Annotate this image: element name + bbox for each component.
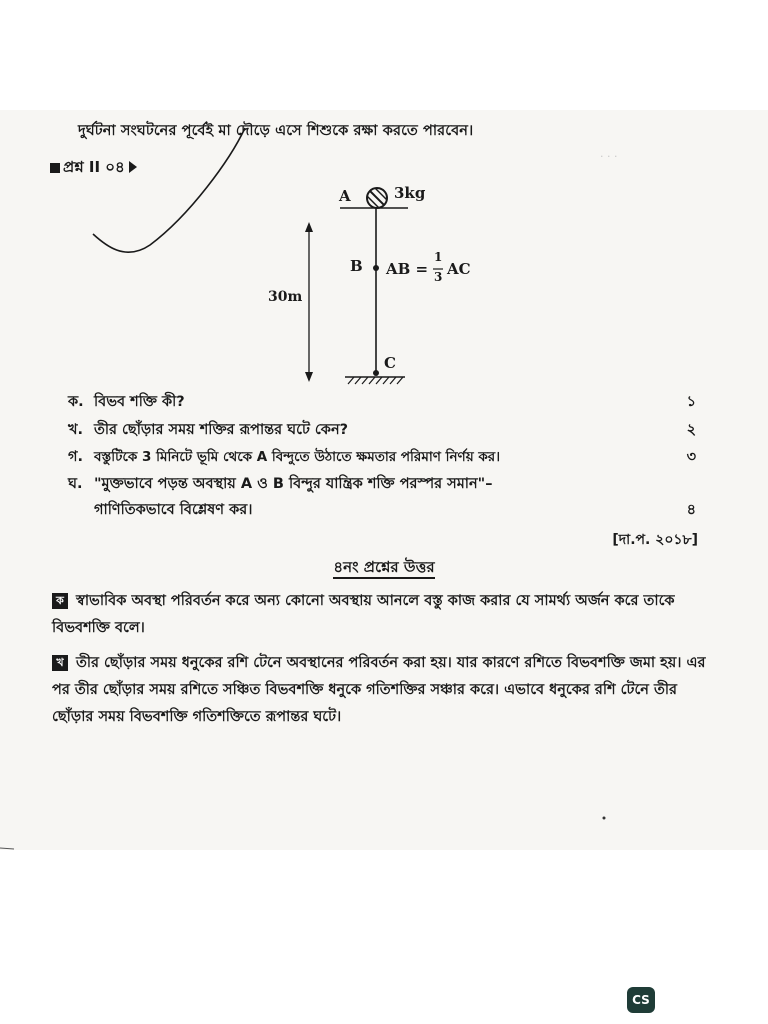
source-citation: [দা.প. ২০১৮] — [612, 532, 698, 548]
question-label: ঘ. — [68, 476, 83, 492]
question-mark: ৪ — [686, 502, 696, 518]
question-label: খ. — [68, 422, 84, 438]
question-text-cont: গাণিতিকভাবে বিশ্লেষণ কর। — [94, 502, 253, 518]
answer-badge: ক — [52, 593, 68, 609]
point-b-dot — [373, 265, 379, 271]
answer-text: স্বাভাবিক অবস্থা পরিবর্তন করে অন্য কোনো অবস্থায় আনলে বস্তু কাজ করার যে সামর্থ্য অর্জন করে তাকে বিভবশক্তি বলে। — [52, 593, 675, 636]
label-point-c: C — [384, 354, 396, 372]
answer-title: ৪নং প্রশ্নের উত্তর — [0, 556, 768, 581]
question-mark: ২ — [686, 422, 696, 438]
answer-kha — [52, 650, 708, 731]
label-mass: 3kg — [394, 184, 426, 202]
label-point-b: B — [350, 257, 363, 275]
question-ga — [68, 446, 696, 470]
point-c-dot — [373, 370, 379, 376]
label-relation-suffix: AC — [447, 260, 471, 278]
label-relation-prefix: AB = — [386, 260, 429, 278]
question-mark: ১ — [686, 394, 696, 410]
question-text: বস্তুটিকে 3 মিনিটে ভূমি থেকে A বিন্দুতে উঠাতে ক্ষমতার পরিমাণ নির্ণয় কর। — [94, 449, 501, 465]
question-gha-cont — [68, 499, 696, 523]
question-mark: ৩ — [686, 449, 696, 465]
answer-ka — [52, 588, 708, 642]
question-text: তীর ছোঁড়ার সময় শক্তির রূপান্তর ঘটে কেন? — [94, 422, 349, 438]
question-text: বিভব শক্তি কী? — [94, 394, 185, 410]
question-gha — [68, 473, 696, 497]
label-relation-den: 3 — [434, 270, 443, 284]
answer-text: তীর ছোঁড়ার সময় ধনুকের রশি টেনে অবস্থানের পরিবর্তন করা হয়। যার কারণে রশিতে বিভবশক্তি জমা হয়। এর পর তীর ছোঁড়ার সময় রশিতে সঞ্চিত বিভবশক্তি ধনুকে গতিশক্তির সঞ্চার করে। এভাবে ধনুকের রশি টেনে তীর ছোঁড়ার সময় বিভবশক্তি গতিশক্তিতে রূপান্তর ঘটে। — [52, 655, 706, 725]
question-label: গ. — [68, 449, 84, 465]
question-text: "মুক্তভাবে পড়ন্ত অবস্থায় A ও B বিন্দুর যান্ত্রিক শক্তি পরস্পর সমান"– — [94, 476, 493, 492]
top-line: দুর্ঘটনা সংঘটনের পূর্বেই মা দৌড়ে এসে শিশুকে রক্ষা করতে পারবেন। — [78, 123, 474, 139]
question-kha — [68, 419, 696, 443]
question-label: প্রশ্ন II ০৪ — [63, 158, 125, 176]
answer-badge: খ — [52, 655, 68, 671]
label-height: 30m — [268, 289, 303, 305]
bleed-through: · · · — [600, 150, 618, 163]
question-ka — [68, 391, 696, 415]
question-label: ক. — [68, 394, 84, 410]
camscanner-logo: CS — [627, 987, 655, 1013]
label-relation-num: 1 — [434, 250, 443, 264]
mass-ball — [367, 188, 387, 208]
label-point-a: A — [339, 187, 351, 205]
